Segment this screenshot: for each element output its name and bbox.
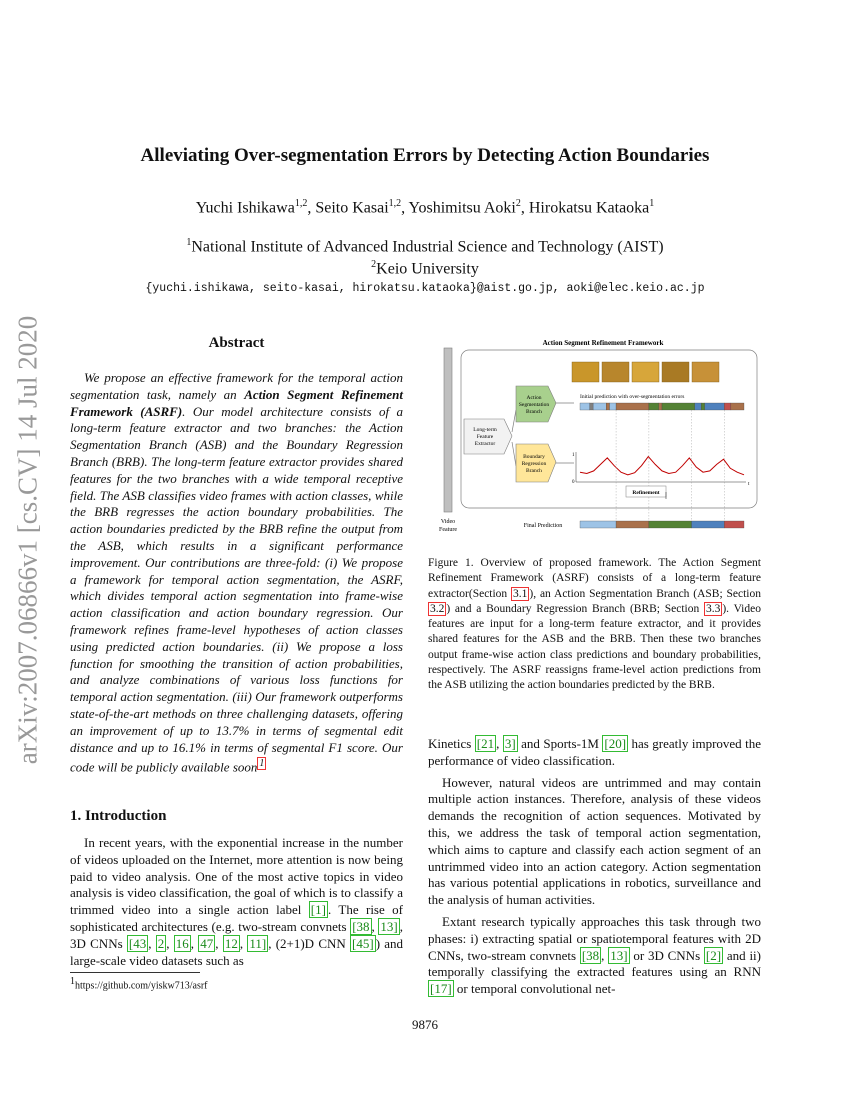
extractor-label: Feature: [476, 434, 494, 440]
initial-segment: [580, 403, 590, 410]
author-emails: {yuchi.ishikawa, seito-kasai, hirokatsu.kataoka}@aist.go.jp, aoki@elec.keio.ac.jp: [145, 282, 705, 295]
initial-segment: [695, 403, 702, 410]
video-frame-thumbnail: [632, 362, 659, 382]
brb-label: Boundary: [523, 454, 545, 460]
affil-sup: 1: [186, 237, 192, 248]
initial-segment: [593, 403, 606, 410]
video-feature-label-2: Feature: [439, 527, 457, 533]
intro-heading: 1. Introduction: [70, 808, 167, 824]
citation-link[interactable]: [43: [128, 935, 147, 951]
abstract-heading: Abstract: [208, 335, 265, 351]
affil-sup: 2: [371, 259, 377, 270]
citation-link[interactable]: 47: [200, 935, 214, 951]
initial-segment: [659, 403, 662, 410]
affil-text: Keio University: [376, 260, 479, 278]
initial-prediction-label: Initial prediction with over-segmentation errors: [580, 394, 685, 400]
citation-link[interactable]: 16: [175, 935, 189, 951]
caption-text: ), an Action Segmentation Branch (ASB; Section: [529, 587, 762, 600]
final-segment: [649, 521, 692, 528]
figure-1-diagram: [428, 336, 761, 540]
video-frame-thumbnail: [572, 362, 599, 382]
intro-text: . The rise of sophisticated architectures (e.g. two-stream convnets: [70, 902, 403, 934]
initial-segment: [662, 403, 695, 410]
author-sup: 1,2: [294, 198, 308, 209]
abstract-text: We propose an effective framework for the temporal action segmentation task, namely an: [70, 370, 403, 402]
body-text: or temporal convolutional net-: [453, 981, 616, 997]
section-link[interactable]: 3.1: [513, 587, 528, 600]
boundary-guides: [616, 410, 724, 521]
video-thumbnails: [572, 362, 719, 382]
initial-segment: [590, 403, 593, 410]
citation-link[interactable]: 13]: [380, 918, 398, 934]
affiliation-keio: [0, 259, 850, 278]
citation-link[interactable]: [38: [581, 947, 600, 963]
affiliation-aist: [0, 237, 850, 256]
paper-title: Alleviating Over-segmentation Errors by Detecting Action Boundaries: [140, 145, 710, 166]
author-sup: 1: [649, 198, 655, 209]
initial-segment: [610, 403, 617, 410]
citation-link[interactable]: 2: [157, 935, 165, 951]
asb-label: Segmentation: [518, 402, 550, 408]
brb-label: Regression: [521, 461, 547, 467]
axis-t: t: [748, 482, 750, 487]
axis-one: 1: [572, 453, 575, 458]
caption-text: Figure 1. Overview of proposed framework. The Action Segment Refinement Framework (ASRF) consists of a long-term feature extractor(Section: [428, 557, 761, 600]
video-frame-thumbnail: [662, 362, 689, 382]
section-link[interactable]: 3.3: [705, 602, 721, 615]
body-text: or 3D CNNs: [629, 947, 704, 963]
initial-segment: [731, 403, 744, 410]
video-frame-thumbnail: [602, 362, 629, 382]
abstract-text: . Our model architecture consists of a long-term feature extractor and two branches: the Action Segmentation Branch (ASB) and the Boundary Regression Branch (BRB). The long-term feature extractor provides shared features for the two branches with a wide temporal receptive field. The ASB classifies video frames with action classes, while the BRB regresses the action boundary probabilities. The action boundaries predicted by the BRB refine the output from the ASB, which results in a significant performance improvement. Our contributions are three-fold: (i) We propose a framework for temporal action segmentation, the ASRF, which divides temporal action segmentation into frame-wise action classification and action boundary regression. Our framework refines frame-level hypotheses of action classes using predicted action boundaries. (ii) We propose a loss function for smoothing the transition of action probabilities, and analyze combinations of various loss functions for temporal action segmentation. (iii) Our framework outperforms state-of-the-art methods on three challenging datasets, offering an improvement of up to 13.7% in terms of segmental edit distance and up to 16.1% in terms of segmental F1 score. Our code will be publicly available soon: [70, 403, 403, 775]
author-sup: 2: [515, 198, 521, 209]
citation-link[interactable]: [38: [352, 918, 370, 934]
final-segment: [616, 521, 649, 528]
extractor-label: Extractor: [474, 441, 496, 447]
abstract-body: [70, 370, 403, 776]
citation-link[interactable]: [1]: [310, 902, 326, 918]
body-text: Extant research typically approaches this task through two phases: i) extracting spatial or spatiotemporal features with 2D CNNs, two-stream convnets: [428, 913, 761, 963]
footnote: [70, 976, 208, 991]
intro-text: In recent years, with the exponential increase in the number of videos uploaded on the Internet, more attention is now being paid to video analysis. One of the most active topics in video analysis is video classification, the goal of which is to classify a trimmed video into a single action label: [70, 835, 403, 918]
initial-prediction-bar: [580, 403, 744, 410]
citation-link[interactable]: [20]: [604, 736, 627, 751]
final-prediction-label: Final Prediction: [523, 523, 563, 529]
citation-link[interactable]: [17]: [430, 981, 452, 997]
footnote-rule: [70, 972, 200, 973]
arxiv-sidebar-stamp: [8, 300, 48, 780]
intro-text: , (2+1)D CNN: [268, 935, 351, 951]
abstract-bold: Action Segment Refinement Framework (ASRF): [70, 386, 403, 419]
initial-segment: [606, 403, 609, 410]
initial-segment: [724, 403, 731, 410]
extractor-label: Long-term: [473, 427, 497, 433]
section-link[interactable]: 3.2: [430, 602, 445, 615]
author: Seito Kasai: [315, 199, 389, 217]
initial-segment: [649, 403, 659, 410]
page-number: 9876: [412, 1017, 438, 1032]
final-segment: [580, 521, 616, 528]
citation-link[interactable]: 11]: [249, 935, 267, 951]
initial-segment: [705, 403, 725, 410]
intro-text: ) and large-scale video datasets such as: [70, 935, 404, 968]
citation-link[interactable]: [45]: [352, 935, 374, 951]
body-text: Kinetics: [428, 736, 475, 751]
footnote-url[interactable]: https://github.com/yiskw713/asrf: [75, 980, 208, 992]
citation-link[interactable]: 3]: [504, 736, 516, 751]
footnote-link[interactable]: 1: [259, 758, 265, 770]
final-segment: [692, 521, 725, 528]
body-text: and Sports-1M: [517, 736, 603, 751]
final-prediction-bar: [580, 521, 744, 528]
citation-link[interactable]: 12: [224, 935, 238, 951]
author-list: Yuchi Ishikawa$^{1,2}$, Seito Kasai$^{1,2}$, Yoshimitsu Aoki$^2$, Hirokatsu Kataoka$^1$: [195, 198, 655, 217]
caption-text: ). Video features are input for a long-term feature extractor, and it provides shared features for the ASB and the BRB. Then these two branches output frame-wise action class predictions and boundary probabilities, respectively. The ASRF reassigns frame-level action predictions from the ASB utilizing the action boundaries predicted by the BRB.: [428, 602, 761, 692]
video-feature-bar: [444, 348, 452, 512]
author-sup: 1,2: [388, 198, 402, 209]
citation-link[interactable]: [2]: [705, 947, 722, 963]
body-text: and ii) temporally classifying the extracted features using an RNN: [428, 947, 761, 980]
figure-title: Action Segment Refinement Framework: [542, 339, 664, 347]
author: Yuchi Ishikawa: [195, 199, 295, 217]
citation-link[interactable]: 13]: [610, 947, 628, 963]
refinement-label: Refinement: [632, 490, 660, 496]
body-paragraph: However, natural videos are untrimmed and may contain multiple action instances. Therefore, analysis of these videos demands the recognition of action sequences. Motivated by this, we address the task of temporal action segmentation, which aims to capture and classify each action segment of an untrimmed video into an action category. Action segmentation has various potential applications in robotics, surveillance and the analysis of human activities.: [428, 774, 761, 908]
figure-1-caption: [428, 556, 761, 694]
intro-text: , 3D CNNs: [70, 918, 403, 951]
intro-body: In recent years, with the exponential increase in the number of videos uploaded on the Internet, more attention is now being paid to video analysis. One of the most active topics in video analysis is video classification, the goal of which is to classify a trimmed video into a single action label [1] . The rise of sophisticated architectures (e.g. two-stream convnets [38 , 13] , 3D CNNs [43 , 2 , 16 , 47 , 12 , 11] , (2+1)D CNN [45] ) and large-scale video datasets such as: [70, 835, 404, 968]
initial-segment: [701, 403, 704, 410]
citation-link[interactable]: [21: [476, 736, 495, 751]
initial-segment: [616, 403, 649, 410]
video-feature-label-1: Video: [440, 519, 456, 525]
affil-text: National Institute of Advanced Industrial Science and Technology (AIST): [191, 238, 664, 256]
asb-label: Branch: [526, 409, 542, 415]
boundary-probability-curve: [580, 457, 744, 475]
axis-zero: 0: [572, 480, 575, 485]
footnote-mark: 1: [70, 976, 75, 987]
arxiv-id: arXiv:2007.06866v1 [cs.CV] 14 Jul 2020: [12, 315, 43, 765]
author: Hirokatsu Kataoka: [528, 199, 650, 217]
brb-label: Branch: [526, 468, 542, 474]
body-text: has greatly improved the performance of video classification.: [428, 736, 761, 768]
caption-text: ) and a Boundary Regression Branch (BRB; Section: [446, 602, 704, 615]
final-segment: [724, 521, 744, 528]
video-frame-thumbnail: [692, 362, 719, 382]
author: Yoshimitsu Aoki: [408, 199, 516, 217]
right-column-body: Kinetics [21 , 3] and Sports-1M [20] has greatly improved the performance of video classification. However, natural videos are untrimmed and may contain multiple action instances. Therefore, analysis of these videos demands the recognition of action sequences. Motivated by this, we address the task of temporal action segmentation, which aims to capture and classify each action segment of an untrimmed video into an action category. Action segmentation has various potential applications in robotics, surveillance and the analysis of human activities. Extant research typically approaches this task through two phases: i) extracting spatial or spatiotemporal features with 2D CNNs, two-stream convnets [38 , 13] or 3D CNNs [2] and ii) temporally classifying the extracted features using an RNN [17] or temporal convolutional net-: [428, 736, 761, 997]
asb-label: Action: [526, 395, 542, 401]
